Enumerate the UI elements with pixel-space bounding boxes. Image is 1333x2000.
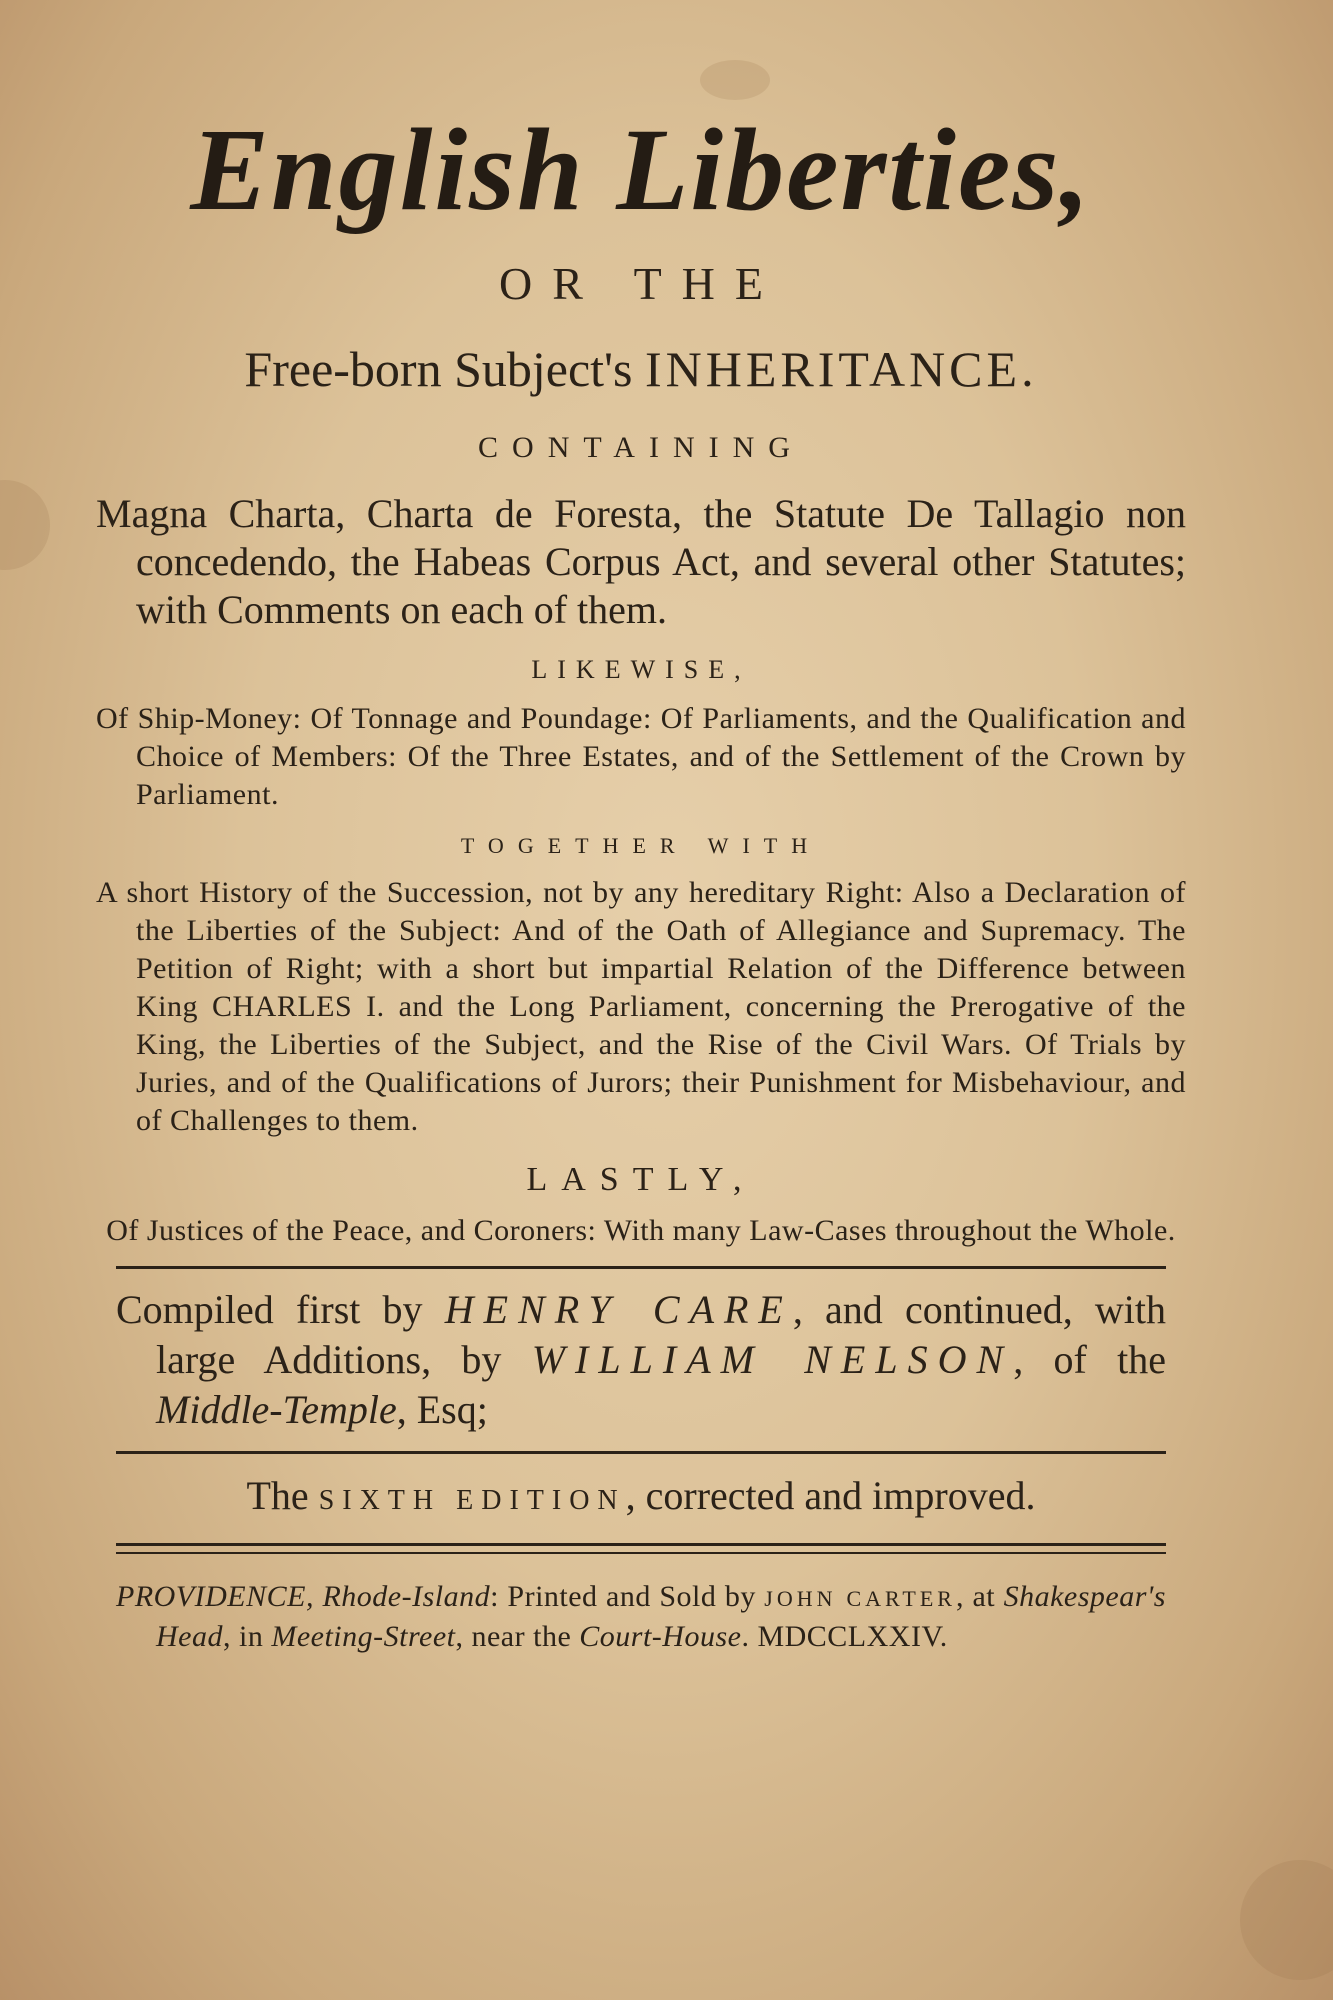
likewise-heading: LIKEWISE, — [531, 655, 751, 684]
together-paragraph: A short History of the Succession, not by any hereditary Right: Also a Declaration of the Liberties of the Subject: And of the Oath of Allegiance and Supremacy. The Petition of Right; with a short but impartial Relation of the Difference between King CHARLES I. and the Long Parliament, concerning the Prerogative of the King, the Liberties of the Subject, and the Rise of the Civil Wars. Of Trials by Juries, and of the Qualifications of Jurors; their Punishment for Misbehaviour, and of Challenges to them. — [96, 876, 1186, 1137]
imprint-text: , near the — [455, 1620, 580, 1653]
compiled-text: , Esq; — [396, 1387, 488, 1432]
containing-heading: CONTAINING — [478, 431, 804, 464]
book-title: English Liberties, — [190, 104, 1092, 235]
compiled-text: , and continued, with large Additions, by — [156, 1287, 1167, 1382]
contents-paragraph: Magna Charta, Charta de Foresta, the Statute De Tallagio non concedendo, the Habeas Corpus Act, and several other Statutes; with Comments on each of them. — [96, 491, 1186, 632]
compiled-by — [116, 1285, 1166, 1435]
subtitle-part2: INHERITANCE. — [645, 341, 1038, 397]
divider — [116, 1543, 1166, 1546]
compiled-text: Compiled first by — [116, 1287, 445, 1332]
subtitle-part1: Free-born Subject's — [244, 341, 646, 397]
compiled-text: , of the — [1013, 1337, 1166, 1382]
building-name: Court-House — [579, 1620, 742, 1653]
paper-stain — [700, 60, 770, 100]
likewise-paragraph: Of Ship-Money: Of Tonnage and Poundage: Of Parliaments, and the Qualification and Choice of Members: Of the Three Estates, and of the Settlement of the Crown by Parliament. — [96, 702, 1186, 811]
imprint-text: , at — [955, 1580, 1004, 1613]
lastly-paragraph: Of Justices of the Peace, and Coroners: With many Law-Cases throughout the Whole. — [106, 1214, 1176, 1247]
lastly-heading: LASTLY, — [526, 1161, 756, 1198]
editor-name: WILLIAM NELSON — [531, 1337, 1014, 1382]
place-name: Middle-Temple — [156, 1387, 397, 1432]
paper-stain — [1240, 1860, 1333, 1980]
edition-line — [96, 1470, 1186, 1527]
divider — [116, 1552, 1166, 1554]
title-page-text — [96, 100, 1186, 1656]
imprint-text: , in — [222, 1620, 272, 1653]
edition-number: SIXTH EDITION — [318, 1485, 626, 1516]
divider — [116, 1451, 1166, 1454]
edition-text: The — [246, 1473, 319, 1518]
divider — [116, 1266, 1166, 1269]
printer-name: JOHN CARTER — [764, 1586, 956, 1611]
subtitle — [96, 336, 1186, 402]
imprint-date: . MDCCLXXIV. — [741, 1620, 948, 1653]
shop-sign: Shakespear's Head — [156, 1580, 1166, 1653]
paper-stain — [0, 480, 50, 570]
imprint — [116, 1578, 1166, 1656]
street-name: Meeting-Street — [271, 1620, 456, 1653]
imprint-text: : Printed and Sold by — [490, 1580, 765, 1613]
together-heading: TOGETHER WITH — [460, 833, 822, 858]
edition-text: , corrected and improved. — [625, 1473, 1036, 1518]
author-name: HENRY CARE — [444, 1287, 793, 1332]
imprint-city: PROVIDENCE, Rhode-Island — [116, 1580, 491, 1613]
or-the-line: OR THE — [499, 258, 783, 309]
